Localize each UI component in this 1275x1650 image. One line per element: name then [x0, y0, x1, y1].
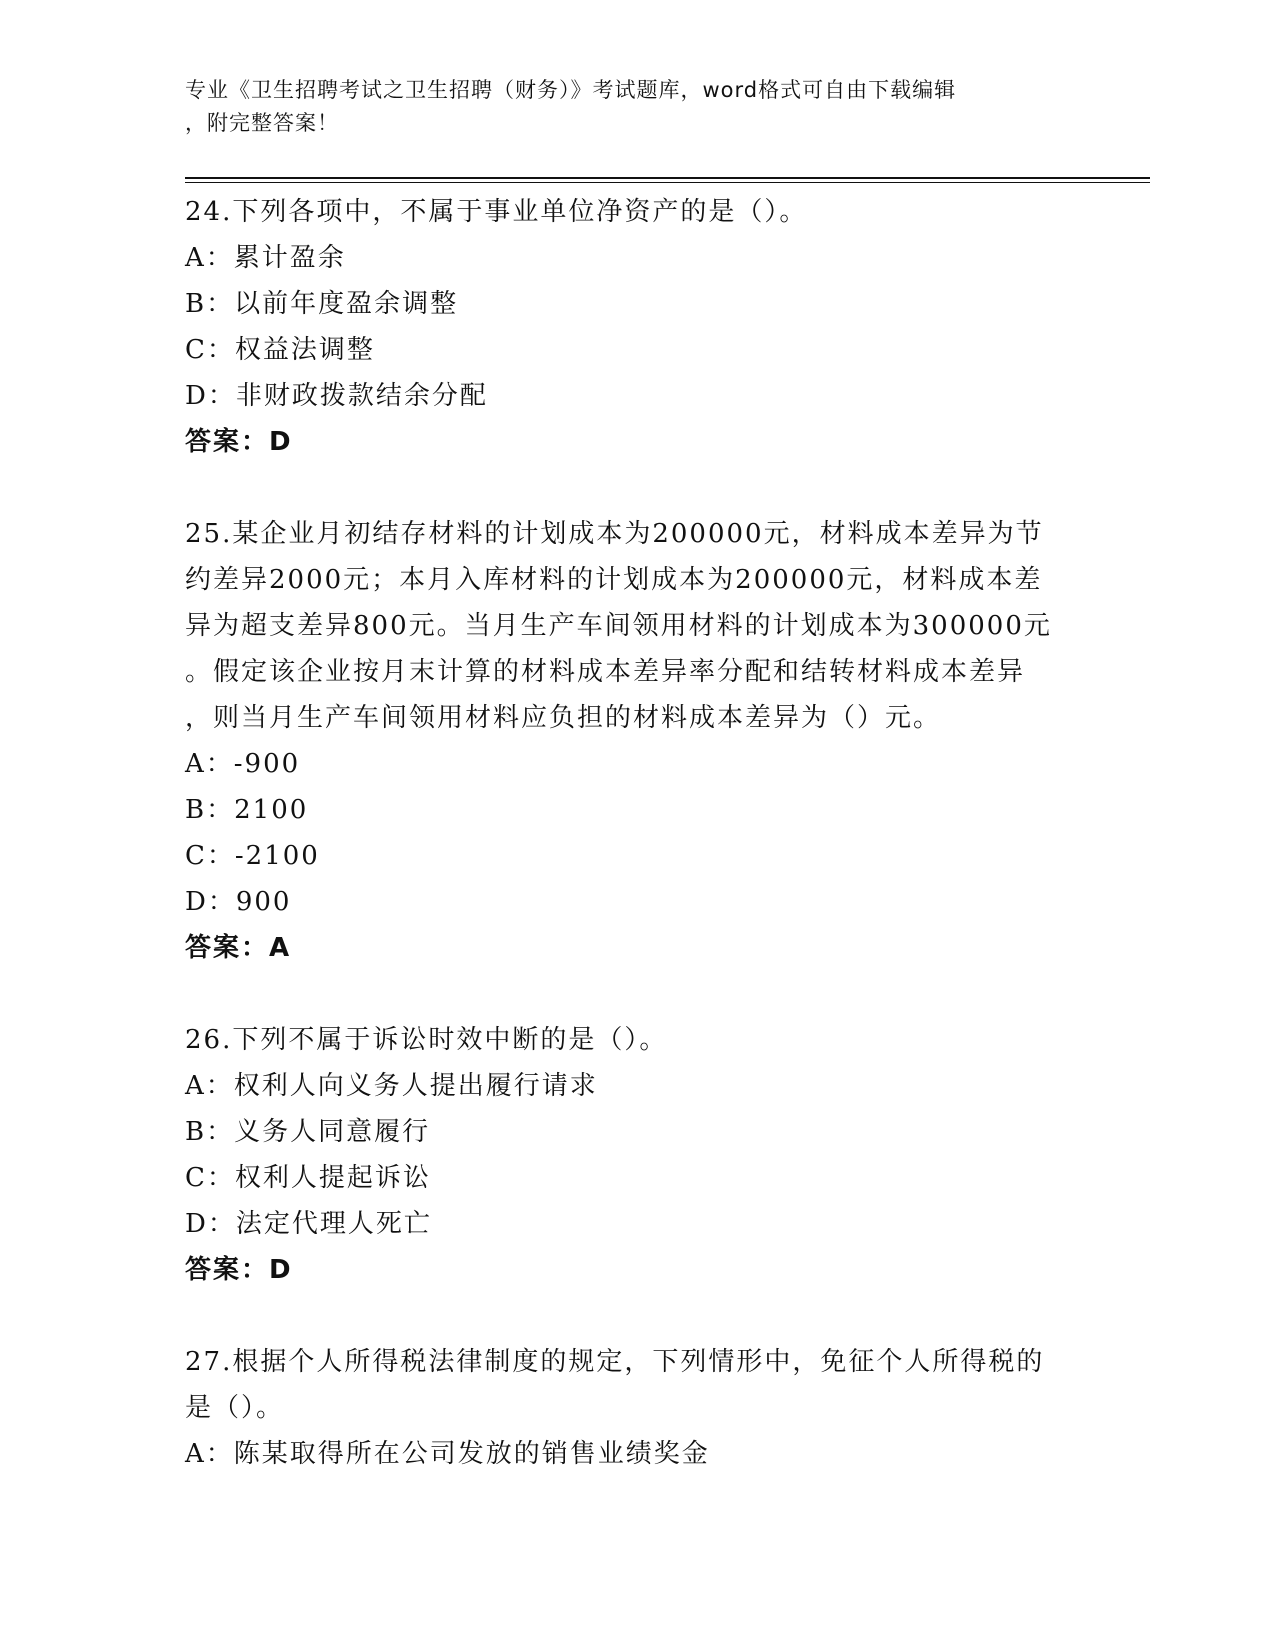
option-a: A：-900 — [185, 749, 301, 779]
option-d: D：法定代理人死亡 — [185, 1209, 432, 1239]
answer-text: 答案：D — [185, 1255, 293, 1285]
option-a: A：陈某取得所在公司发放的销售业绩奖金 — [185, 1439, 710, 1469]
question-stem-line: 27.根据个人所得税法律制度的规定，下列情形中，免征个人所得税的 — [185, 1347, 1045, 1377]
option-b: B：义务人同意履行 — [185, 1117, 431, 1147]
question-stem-line: 约差异2000元；本月入库材料的计划成本为200000元，材料成本差 — [185, 565, 1043, 595]
question-list — [185, 189, 1065, 1523]
document-header — [185, 74, 1065, 140]
header-title-line-2: ，附完整答案！ — [185, 111, 339, 135]
option-d: D：900 — [185, 887, 292, 917]
header-divider-thin — [185, 182, 1150, 183]
answer-text: 答案：D — [185, 427, 293, 457]
option-c: C：-2100 — [185, 841, 320, 871]
question-26 — [185, 1017, 1065, 1293]
question-stem-line: 25.某企业月初结存材料的计划成本为200000元，材料成本差异为节 — [185, 519, 1044, 549]
question-25 — [185, 511, 1065, 971]
option-b: B：以前年度盈余调整 — [185, 289, 459, 319]
question-stem: 26.下列不属于诉讼时效中断的是（）。 — [185, 1025, 668, 1055]
question-stem-line: 异为超支差异800元。当月生产车间领用材料的计划成本为300000元 — [185, 611, 1052, 641]
option-b: B：2100 — [185, 795, 309, 825]
option-a: A：权利人向义务人提出履行请求 — [185, 1071, 598, 1101]
option-c: C：权利人提起诉讼 — [185, 1163, 431, 1193]
question-27 — [185, 1339, 1065, 1477]
question-24 — [185, 189, 1065, 465]
option-a: A：累计盈余 — [185, 243, 346, 273]
header-divider-thick — [185, 177, 1150, 179]
option-d: D：非财政拨款结余分配 — [185, 381, 488, 411]
question-stem-line: ，则当月生产车间领用材料应负担的材料成本差异为（）元。 — [185, 703, 942, 733]
answer-text: 答案：A — [185, 933, 292, 963]
question-stem-line: 是（）。 — [185, 1393, 285, 1423]
option-c: C：权益法调整 — [185, 335, 375, 365]
question-stem-line: 。假定该企业按月末计算的材料成本差异率分配和结转材料成本差异 — [185, 657, 1026, 687]
header-title-line-1: 专业《卫生招聘考试之卫生招聘（财务）》考试题库，word格式可自由下载编辑 — [185, 78, 957, 102]
question-stem: 24.下列各项中，不属于事业单位净资产的是（）。 — [185, 197, 808, 227]
